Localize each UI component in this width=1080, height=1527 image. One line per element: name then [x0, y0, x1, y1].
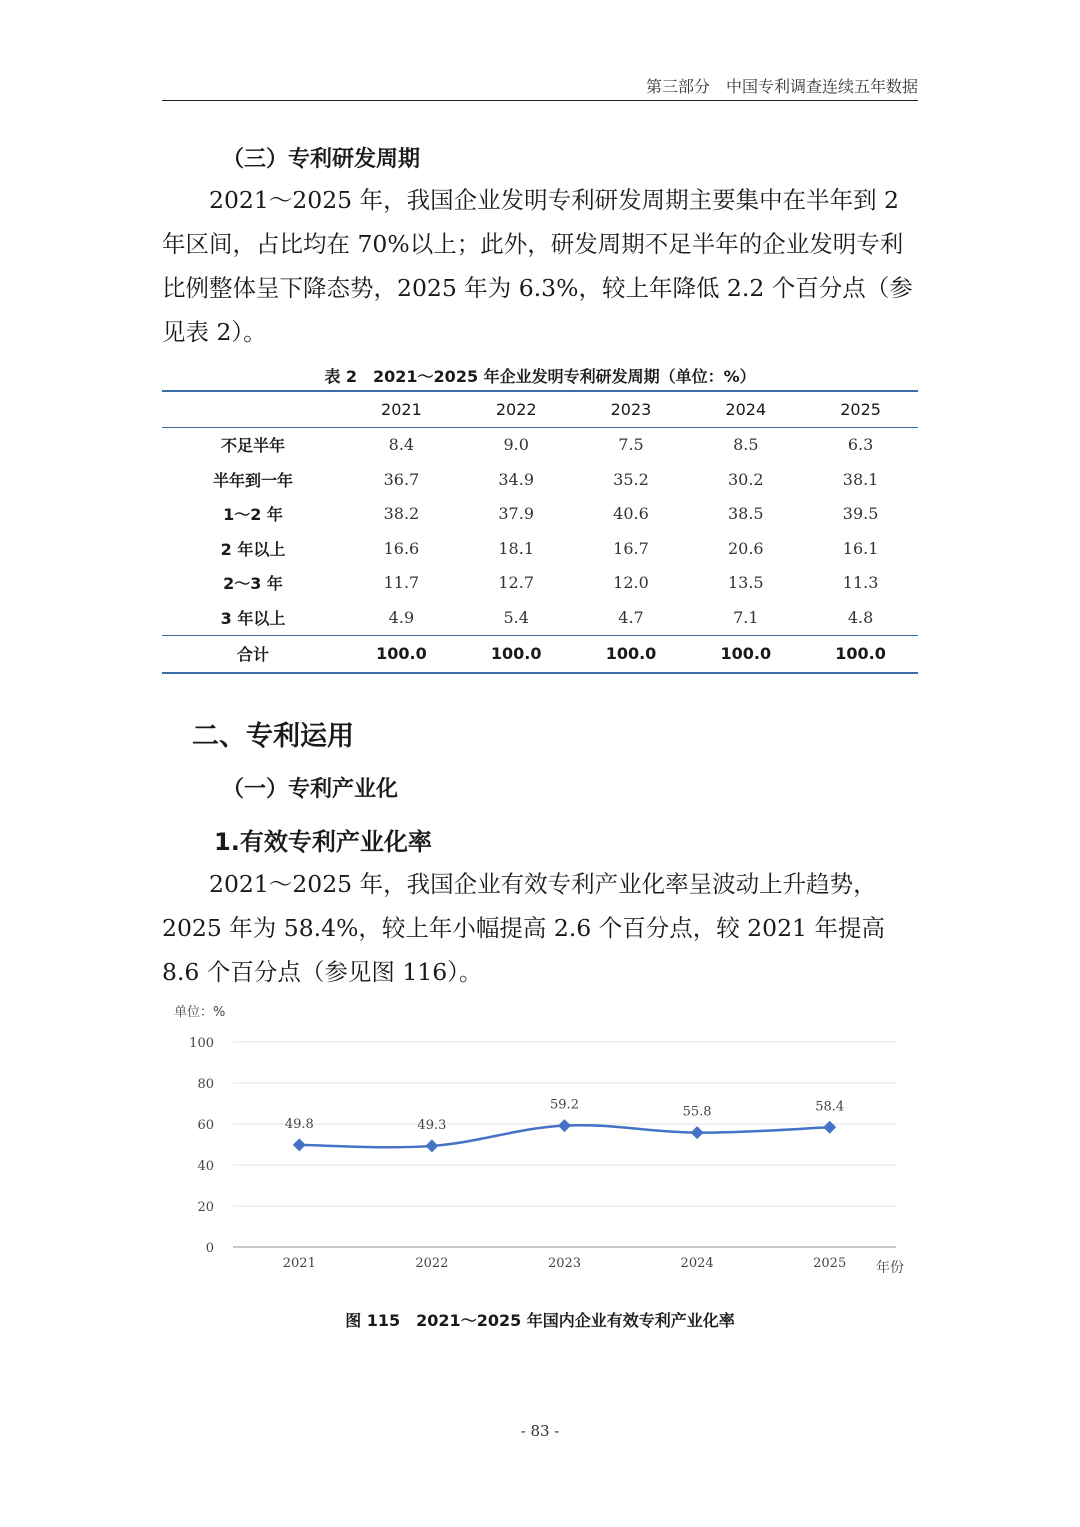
table-cell: 37.9 — [498, 504, 534, 524]
running-header: 第三部分 中国专利调查连续五年数据 — [645, 77, 918, 96]
rd-cycle-table — [162, 390, 918, 674]
total-cell: 100.0 — [459, 635, 574, 673]
x-tick-label: 2024 — [680, 1256, 714, 1271]
table-cell: 20.6 — [727, 538, 764, 558]
paragraph-industrialization — [162, 862, 918, 994]
paragraph-industrialization-text: 2021～2025 年，我国企业有效专利产业化率呈波动上升趋势，2025 年为 58.4%，较上年小幅提高 2.6 个百分点，较 2021 年提高 8.6 个百分点（参见图 116）。 — [162, 870, 885, 986]
table-cell: 5.4 — [503, 607, 529, 627]
data-label: 59.2 — [550, 1097, 579, 1113]
table-cell: 13.5 — [727, 573, 764, 593]
table-cell: 16.1 — [842, 538, 879, 558]
table-row — [162, 600, 918, 635]
data-label: 55.8 — [682, 1104, 712, 1120]
table-cell: 11.7 — [383, 573, 420, 593]
y-tick-label: 40 — [197, 1159, 214, 1174]
row-label: 2 年以上 — [220, 539, 286, 559]
table-cell: 39.5 — [842, 504, 879, 524]
total-cell: 100.0 — [803, 635, 918, 673]
section-heading-rd-cycle: （三）专利研发周期 — [222, 147, 421, 172]
table-cell: 9.0 — [503, 435, 529, 455]
y-tick-label: 100 — [189, 1036, 214, 1051]
table-cell: 7.1 — [733, 607, 759, 627]
row-label: 不足半年 — [220, 436, 285, 456]
total-label: 合计 — [162, 635, 344, 673]
data-point — [691, 1126, 704, 1139]
x-tick-label: 2021 — [282, 1256, 316, 1271]
data-label: 49.3 — [417, 1117, 447, 1133]
table-cell: 4.7 — [618, 607, 644, 627]
table-cell: 7.5 — [618, 435, 644, 455]
table-header-cell: 2022 — [459, 391, 574, 427]
table-cell: 11.3 — [842, 573, 879, 593]
data-label: 49.8 — [284, 1116, 314, 1132]
table-cell: 16.6 — [383, 538, 420, 558]
table-header-cell: 2021 — [344, 391, 459, 427]
data-point — [823, 1121, 836, 1134]
table-total-row — [162, 635, 918, 673]
page-number: - 83 - — [520, 1422, 560, 1440]
table-cell: 38.1 — [842, 469, 879, 489]
data-label: 58.4 — [815, 1099, 845, 1115]
total-cell: 100.0 — [344, 635, 459, 673]
table-cell: 4.9 — [388, 607, 415, 627]
data-point — [558, 1119, 571, 1132]
table-header-row — [162, 391, 918, 427]
table-row — [162, 566, 918, 601]
table-cell: 12.7 — [498, 573, 534, 593]
table-cell: 36.7 — [383, 469, 420, 489]
table-cell: 12.0 — [613, 573, 649, 593]
table-cell: 4.8 — [847, 607, 874, 627]
table-row — [162, 531, 918, 566]
subheading-industrialization: （一）专利产业化 — [222, 777, 399, 802]
table-caption: 表 2 2021～2025 年企业发明专利研发周期（单位：%） — [324, 367, 756, 386]
y-tick-label: 0 — [205, 1241, 214, 1256]
table-cell: 8.5 — [733, 435, 759, 455]
table-cell: 38.2 — [383, 504, 420, 524]
table-cell: 16.7 — [613, 538, 649, 558]
table-header-cell: 2023 — [574, 391, 689, 427]
paragraph-rd-cycle — [162, 178, 918, 354]
table-row — [162, 497, 918, 532]
row-label: 2～3 年 — [223, 574, 283, 594]
chart-y-tick-labels — [189, 1036, 214, 1256]
y-tick-label: 80 — [197, 1077, 214, 1092]
table-header-cell: 2025 — [803, 391, 918, 427]
row-label: 1～2 年 — [223, 505, 283, 525]
table-cell: 8.4 — [388, 435, 415, 455]
chart-x-tick-labels — [283, 1256, 846, 1271]
table-row — [162, 427, 918, 462]
table-cell: 40.6 — [613, 504, 649, 524]
row-label: 3 年以上 — [220, 608, 286, 628]
industrialization-rate-chart — [160, 995, 920, 1290]
y-tick-label: 20 — [197, 1200, 214, 1215]
x-tick-label: 2022 — [415, 1256, 449, 1271]
y-tick-label: 60 — [197, 1118, 214, 1133]
x-tick-label: 2023 — [547, 1256, 582, 1271]
table-header-blank — [162, 391, 344, 427]
row-label: 半年到一年 — [212, 470, 293, 490]
chart-gridlines — [233, 1042, 896, 1247]
section-title-patent-use: 二、专利运用 — [192, 721, 354, 752]
chart-x-axis-title: 年份 — [876, 1260, 904, 1276]
figure-caption: 图 115 2021～2025 年国内企业有效专利产业化率 — [345, 1311, 735, 1330]
data-point — [293, 1138, 306, 1151]
total-cell: 100.0 — [574, 635, 689, 673]
paragraph-rd-cycle-text: 2021～2025 年，我国企业发明专利研发周期主要集中在半年到 2 年区间，占比均在 70%以上；此外，研发周期不足半年的企业发明专利比例整体呈下降态势，2025 年为 6.3%，较上年降低 2.2 个百分点（参见表 2）。 — [162, 186, 913, 346]
table-cell: 34.9 — [498, 469, 534, 489]
table-cell: 38.5 — [727, 504, 764, 524]
header-rule — [162, 100, 918, 101]
chart-unit-label: 单位：% — [174, 1005, 226, 1020]
table-cell: 6.3 — [847, 435, 874, 455]
total-cell: 100.0 — [688, 635, 803, 673]
subsubheading-rate: 1.有效专利产业化率 — [214, 828, 432, 856]
table-cell: 35.2 — [613, 469, 649, 489]
data-point — [425, 1139, 438, 1152]
table-cell: 18.1 — [498, 538, 534, 558]
x-tick-label: 2025 — [813, 1256, 847, 1271]
table-cell: 30.2 — [727, 469, 764, 489]
table-row — [162, 462, 918, 497]
table-header-cell: 2024 — [688, 391, 803, 427]
